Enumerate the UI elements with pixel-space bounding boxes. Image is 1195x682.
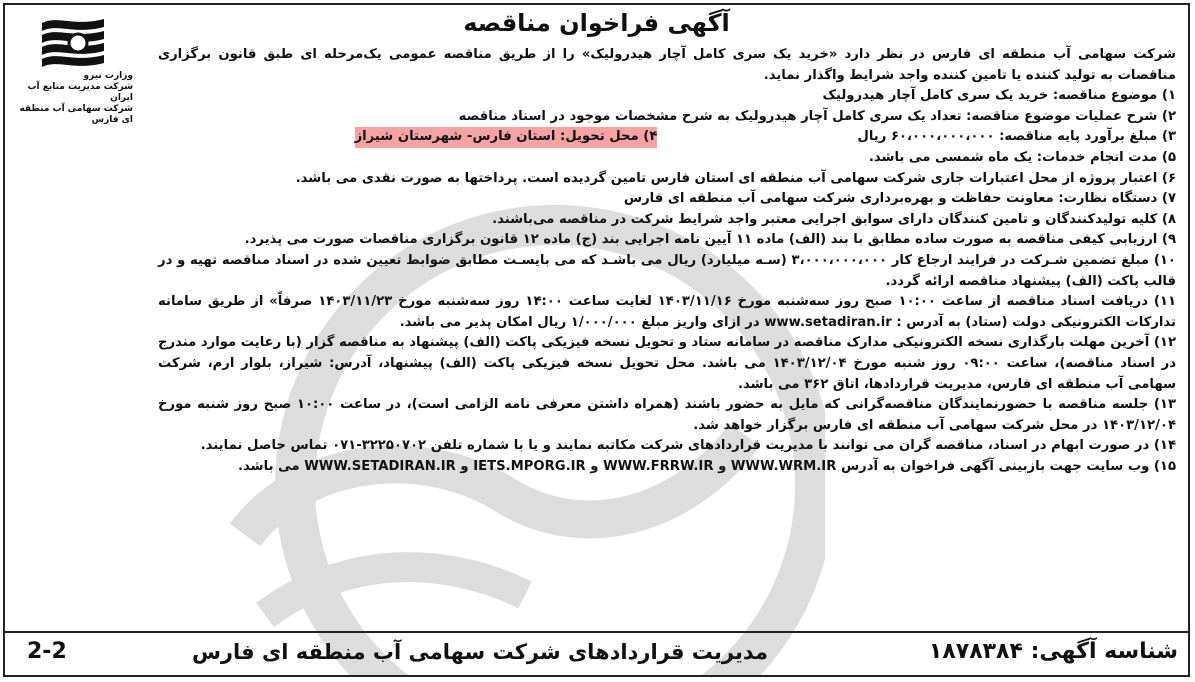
item-4: ۴) محل تحویل: استان فارس- شهرستان شیراز <box>355 127 658 148</box>
item-9: ۹) ارزیابی کیفی مناقصه به صورت ساده مطابق با بند (الف) ماده ۱۱ آیین نامه اجرایی بند (ج) ماده ۱۲ قانون برگزاری مناقصات صورت می پذیرد. <box>244 232 1176 248</box>
logo-line-2: شرکت مدیریت منابع آب ایران <box>27 82 133 103</box>
item-8: ۸) کلیه تولیدکنندگان و تامین کنندگان دارای سوابق اجرایی معتبر واجد شرایط شرکت در مناقصه می‌باشند. <box>492 211 1176 227</box>
intro-paragraph: شرکت سهامی آب منطقه ای فارس در نظر دارد «خرید یک سری کامل آچار هیدرولیک» را از طریق مناقصه عمومی یک‌مرحله ای طبق قانون برگزاری مناقصات به تولید کننده یا تامین کننده واجد شرایط واگذار نماید. <box>158 47 1176 83</box>
page-number: 2-2 <box>27 639 67 664</box>
notice-body <box>158 45 1176 477</box>
item-14: ۱۴) در صورت ابهام در اسناد، مناقصه گران می توانند با مدیریت قراردادهای شرکت مکاتبه نمایند و یا با شماره تلفن ۳۲۲۵۰۷۰۲-۰۷۱ تماس حاصل نمایند. <box>200 438 1176 454</box>
item-6: ۶) اعتبار پروژه از محل اعتبارات جاری شرکت سهامی آب منطقه ای استان فارس تامین گردیده است. پرداختها به صورت نقدی می باشد. <box>295 170 1176 186</box>
waves-icon <box>38 13 108 71</box>
footer-organization: مدیریت قراردادهای شرکت سهامی آب منطقه ای فارس <box>191 640 768 664</box>
item-15: ۱۵) وب سایت جهت بازبینی آگهی فراخوان به آدرس WWW.WRM.IR و WWW.FRRW.IR و IETS.MPORG.IR و WWW.SETADIRAN.IR می باشد. <box>238 458 1176 474</box>
tender-notice <box>3 3 1190 677</box>
water-company-logo <box>13 13 133 126</box>
item-5: ۵) مدت انجام خدمات: یک ماه شمسی می باشد. <box>868 149 1176 165</box>
logo-line-1: وزارت نیرو <box>83 71 133 81</box>
item-12: ۱۲) آخرین مهلت بارگذاری نسخه الکترونیکی مدارک مناقصه در سامانه ستاد و تحویل نسخه فیزیکی پاکت (الف) پیشنهاد به مناقصه گزار (با رعایت موارد مندرج در اسناد مناقصه)، ساعت ۰۹:۰۰ روز شنبه مورخ ۱۴۰۳/۱۲/۰۴ می باشد. محل تحویل نسخه فیزیکی پاکت (الف) پیشنهاد، آدرس: شیراز، بلوار ارم، شرکت سهامی آب منطقه ای فارس، مدیریت قراردادها، اتاق ۳۶۲ می باشد. <box>158 335 1176 392</box>
item-7: ۷) دستگاه نظارت: معاونت حفاظت و بهره‌برداری شرکت سهامی آب منطقه ای فارس <box>623 191 1176 207</box>
item-10: ۱۰) مبلغ تضمین شـرکت در فرایند ارجاع کار ۳،۰۰۰،۰۰۰،۰۰۰ (سـه میلیارد) ریال می باشـد که می بایسـت مطابق ضوابط تعیین شده در اسناد مناقصه تهیه و در قالب پاکت (الف) پیشنهاد مناقصه ارائه گردد. <box>158 252 1176 289</box>
logo-line-3: شرکت سهامی آب منطقه ای فارس <box>19 104 133 125</box>
item-13: ۱۳) جلسه مناقصه با حضورنمایندگان مناقصه‌گرانی که مایل به حضور باشند (همراه داشتن معرفی نامه الزامی است)، در ساعت ۱۰:۰۰ صبح روز شنبه مورخ ۱۴۰۳/۱۲/۰۴ در محل شرکت سهامی آب منطقه ای فارس برگزار خواهد شد. <box>158 397 1176 433</box>
item-3-4-row <box>158 127 1176 148</box>
notice-title: آگهی فراخوان مناقصه <box>463 9 730 37</box>
item-3: ۳) مبلغ برآورد پایه مناقصه: ۶۰،۰۰۰،۰۰۰،۰۰۰ ریال <box>857 129 1176 145</box>
item-1: ۱) موضوع مناقصه: خرید یک سری کامل آچار هیدرولیک <box>822 88 1176 104</box>
ad-id: شناسه آگهی: ۱۸۷۸۳۸۴ <box>928 639 1178 664</box>
item-11: ۱۱) دریافت اسناد مناقصه از ساعت ۱۰:۰۰ صبح روز سه‌شنبه مورخ ۱۴۰۳/۱۱/۱۶ لغایت ساعت ۱۴:۰۰ روز سه‌شنبه مورخ ۱۴۰۳/۱۱/۲۳ صرفاً» از طریق سامانه تدارکات الکترونیکی دولت (ستاد) به آدرس : www.setadiran.ir در ازای واریز مبلغ ۱/۰۰۰/۰۰۰ ریال امکان پذیر می باشد. <box>158 294 1177 330</box>
item-2: ۲) شرح عملیات موضوع مناقصه: تعداد یک سری کامل آچار هیدرولیک به شرح مشخصات موجود در اسناد مناقصه <box>458 108 1176 124</box>
notice-footer <box>5 631 1188 675</box>
